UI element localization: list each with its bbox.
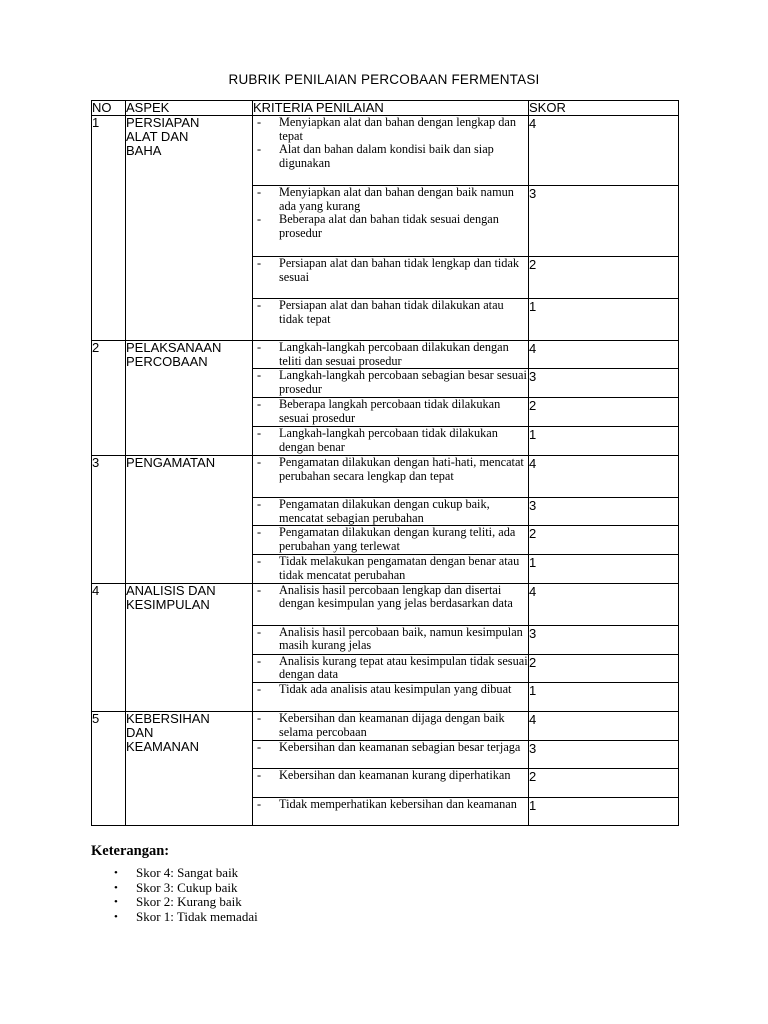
score-cell: 2 — [529, 526, 679, 555]
score-cell: 2 — [529, 654, 679, 682]
criteria-cell — [253, 654, 529, 682]
criteria-text: Kebersihan dan keamanan kurang diperhatikan — [279, 768, 511, 783]
header-skor: SKOR — [529, 101, 679, 116]
score-cell: 1 — [529, 426, 679, 455]
score-cell: 2 — [529, 257, 679, 299]
criteria-cell — [253, 186, 529, 257]
criteria-cell — [253, 741, 529, 769]
score-cell: 1 — [529, 555, 679, 583]
criteria-item — [253, 299, 528, 326]
criteria-text: Tidak ada analisis atau kesimpulan yang dibuat — [279, 682, 512, 697]
criteria-text: Alat dan bahan dalam kondisi baik dan siap digunakan — [279, 142, 494, 171]
criteria-text: Tidak memperhatikan kebersihan dan keamanan — [279, 797, 517, 812]
criteria-cell — [253, 683, 529, 712]
dash-bullet-icon: - — [257, 653, 262, 668]
criteria-cell — [253, 625, 529, 654]
section-number: 3 — [92, 455, 126, 583]
criteria-item — [253, 213, 528, 240]
dash-bullet-icon: - — [257, 397, 262, 412]
criteria-cell — [253, 116, 529, 186]
criteria-item — [253, 186, 528, 213]
score-cell: 1 — [529, 683, 679, 712]
score-cell: 3 — [529, 369, 679, 398]
criteria-cell — [253, 341, 529, 369]
header-aspek: ASPEK — [126, 101, 253, 116]
criteria-item — [253, 427, 528, 454]
dash-bullet-icon: - — [257, 256, 262, 270]
rubric-body — [92, 116, 679, 826]
table-row — [92, 116, 679, 186]
score-cell: 1 — [529, 299, 679, 341]
dash-bullet-icon: - — [257, 496, 262, 511]
score-cell: 3 — [529, 625, 679, 654]
criteria-cell — [253, 526, 529, 555]
criteria-cell — [253, 455, 529, 497]
keterangan-item — [91, 866, 258, 881]
score-cell: 2 — [529, 398, 679, 426]
dash-bullet-icon: - — [257, 768, 262, 783]
score-cell: 3 — [529, 497, 679, 525]
dash-bullet-icon: - — [257, 624, 262, 639]
criteria-cell — [253, 369, 529, 398]
table-row — [92, 583, 679, 625]
criteria-cell — [253, 299, 529, 341]
dash-bullet-icon: - — [257, 185, 262, 199]
dash-bullet-icon: - — [257, 797, 262, 812]
score-cell: 4 — [529, 341, 679, 369]
criteria-item — [253, 683, 528, 697]
dash-bullet-icon: - — [257, 340, 262, 354]
score-cell: 4 — [529, 712, 679, 741]
bullet-icon: • — [114, 910, 118, 923]
criteria-cell — [253, 398, 529, 426]
keterangan-text: Skor 4: Sangat baik — [136, 865, 239, 880]
section-number: 5 — [92, 712, 126, 826]
criteria-text: Persiapan alat dan bahan tidak lengkap dan tidak sesuai — [279, 256, 520, 284]
bullet-icon: • — [114, 881, 118, 894]
dash-bullet-icon: - — [257, 525, 262, 540]
criteria-item — [253, 555, 528, 582]
section-aspek: PERSIAPAN ALAT DAN BAHA — [126, 116, 253, 341]
table-row — [92, 341, 679, 369]
table-row — [92, 712, 679, 741]
bullet-icon: • — [114, 867, 118, 879]
dash-bullet-icon: - — [257, 142, 262, 157]
criteria-item — [253, 498, 528, 525]
header-no: NO — [92, 101, 126, 116]
criteria-text: Pengamatan dilakukan dengan kurang teliti, ada perubahan yang terlewat — [279, 525, 516, 553]
criteria-text: Langkah-langkah percobaan tidak dilakukan dengan benar — [279, 425, 498, 454]
score-cell: 2 — [529, 769, 679, 798]
keterangan-heading: Keterangan: — [91, 843, 170, 859]
criteria-text: Tidak melakukan pengamatan dengan benar atau tidak mencatat perubahan — [279, 554, 520, 582]
score-cell: 3 — [529, 186, 679, 257]
section-aspek: PENGAMATAN — [126, 455, 253, 583]
keterangan-text: Skor 3: Cukup baik — [136, 879, 238, 895]
criteria-item — [253, 655, 528, 682]
score-cell: 4 — [529, 583, 679, 625]
header-row — [92, 101, 679, 116]
criteria-item — [253, 584, 528, 611]
section-number: 4 — [92, 583, 126, 711]
keterangan-text: Skor 1: Tidak memadai — [136, 908, 258, 924]
criteria-text: Langkah-langkah percobaan dilakukan dengan teliti dan sesuai prosedur — [279, 340, 509, 368]
criteria-item — [253, 116, 528, 143]
criteria-item — [253, 369, 528, 396]
keterangan-item — [91, 895, 258, 910]
keterangan-list — [91, 866, 258, 924]
criteria-cell — [253, 426, 529, 455]
score-cell: 3 — [529, 741, 679, 769]
criteria-item — [253, 741, 528, 755]
criteria-cell — [253, 583, 529, 625]
criteria-text: Langkah-langkah percobaan sebagian besar sesuai prosedur — [279, 368, 527, 397]
bullet-icon: • — [114, 896, 118, 909]
dash-bullet-icon: - — [257, 298, 262, 312]
dash-bullet-icon: - — [257, 454, 262, 469]
header-kriteria: KRITERIA PENILAIAN — [253, 101, 529, 116]
criteria-item — [253, 398, 528, 425]
criteria-text: Analisis hasil percobaan baik, namun kesimpulan masih kurang jelas — [279, 624, 523, 653]
dash-bullet-icon: - — [257, 368, 262, 383]
score-cell: 4 — [529, 116, 679, 186]
criteria-cell — [253, 555, 529, 583]
score-cell: 1 — [529, 798, 679, 826]
keterangan-item — [91, 881, 258, 896]
section-aspek: KEBERSIHAN DAN KEAMANAN — [126, 712, 253, 826]
score-cell: 4 — [529, 455, 679, 497]
criteria-text: Menyiapkan alat dan bahan dengan lengkap dan tepat — [279, 115, 516, 143]
dash-bullet-icon: - — [257, 212, 262, 227]
criteria-item — [253, 769, 528, 783]
criteria-item — [253, 257, 528, 284]
dash-bullet-icon: - — [257, 115, 262, 129]
dash-bullet-icon: - — [257, 740, 262, 755]
criteria-text: Pengamatan dilakukan dengan hati-hati, mencatat perubahan secara lengkap dan tepat — [279, 454, 524, 483]
criteria-item — [253, 626, 528, 653]
criteria-cell — [253, 769, 529, 798]
criteria-cell — [253, 257, 529, 299]
criteria-text: Pengamatan dilakukan dengan cukup baik, mencatat sebagian perubahan — [279, 496, 490, 525]
criteria-cell — [253, 712, 529, 741]
criteria-cell — [253, 798, 529, 826]
dash-bullet-icon: - — [257, 682, 262, 697]
table-row — [92, 455, 679, 497]
criteria-text: Beberapa langkah percobaan tidak dilakukan sesuai prosedur — [279, 397, 501, 426]
document-title: RUBRIK PENILAIAN PERCOBAAN FERMENTASI — [228, 72, 540, 87]
criteria-item — [253, 798, 528, 812]
dash-bullet-icon: - — [257, 425, 262, 440]
section-aspek: ANALISIS DAN KESIMPULAN — [126, 583, 253, 711]
criteria-item — [253, 712, 528, 739]
dash-bullet-icon: - — [257, 582, 262, 597]
criteria-cell — [253, 497, 529, 525]
dash-bullet-icon: - — [257, 554, 262, 569]
keterangan-item — [91, 910, 258, 925]
rubric-table — [91, 100, 679, 826]
dash-bullet-icon: - — [257, 711, 262, 726]
section-number: 1 — [92, 116, 126, 341]
section-number: 2 — [92, 341, 126, 456]
criteria-text: Persiapan alat dan bahan tidak dilakukan atau tidak tepat — [279, 298, 504, 326]
criteria-item — [253, 341, 528, 368]
criteria-text: Beberapa alat dan bahan tidak sesuai dengan prosedur — [279, 212, 499, 241]
criteria-text: Analisis kurang tepat atau kesimpulan tidak sesuai dengan data — [279, 653, 528, 682]
criteria-item — [253, 456, 528, 483]
criteria-text: Analisis hasil percobaan lengkap dan disertai dengan kesimpulan yang jelas berdasarkan data — [279, 582, 513, 611]
criteria-text: Kebersihan dan keamanan sebagian besar terjaga — [279, 740, 521, 755]
criteria-item — [253, 143, 528, 170]
criteria-text: Kebersihan dan keamanan dijaga dengan baik selama percobaan — [279, 711, 505, 739]
keterangan-text: Skor 2: Kurang baik — [136, 894, 242, 910]
section-aspek: PELAKSANAAN PERCOBAAN — [126, 341, 253, 456]
criteria-text: Menyiapkan alat dan bahan dengan baik namun ada yang kurang — [279, 185, 514, 213]
criteria-item — [253, 526, 528, 553]
